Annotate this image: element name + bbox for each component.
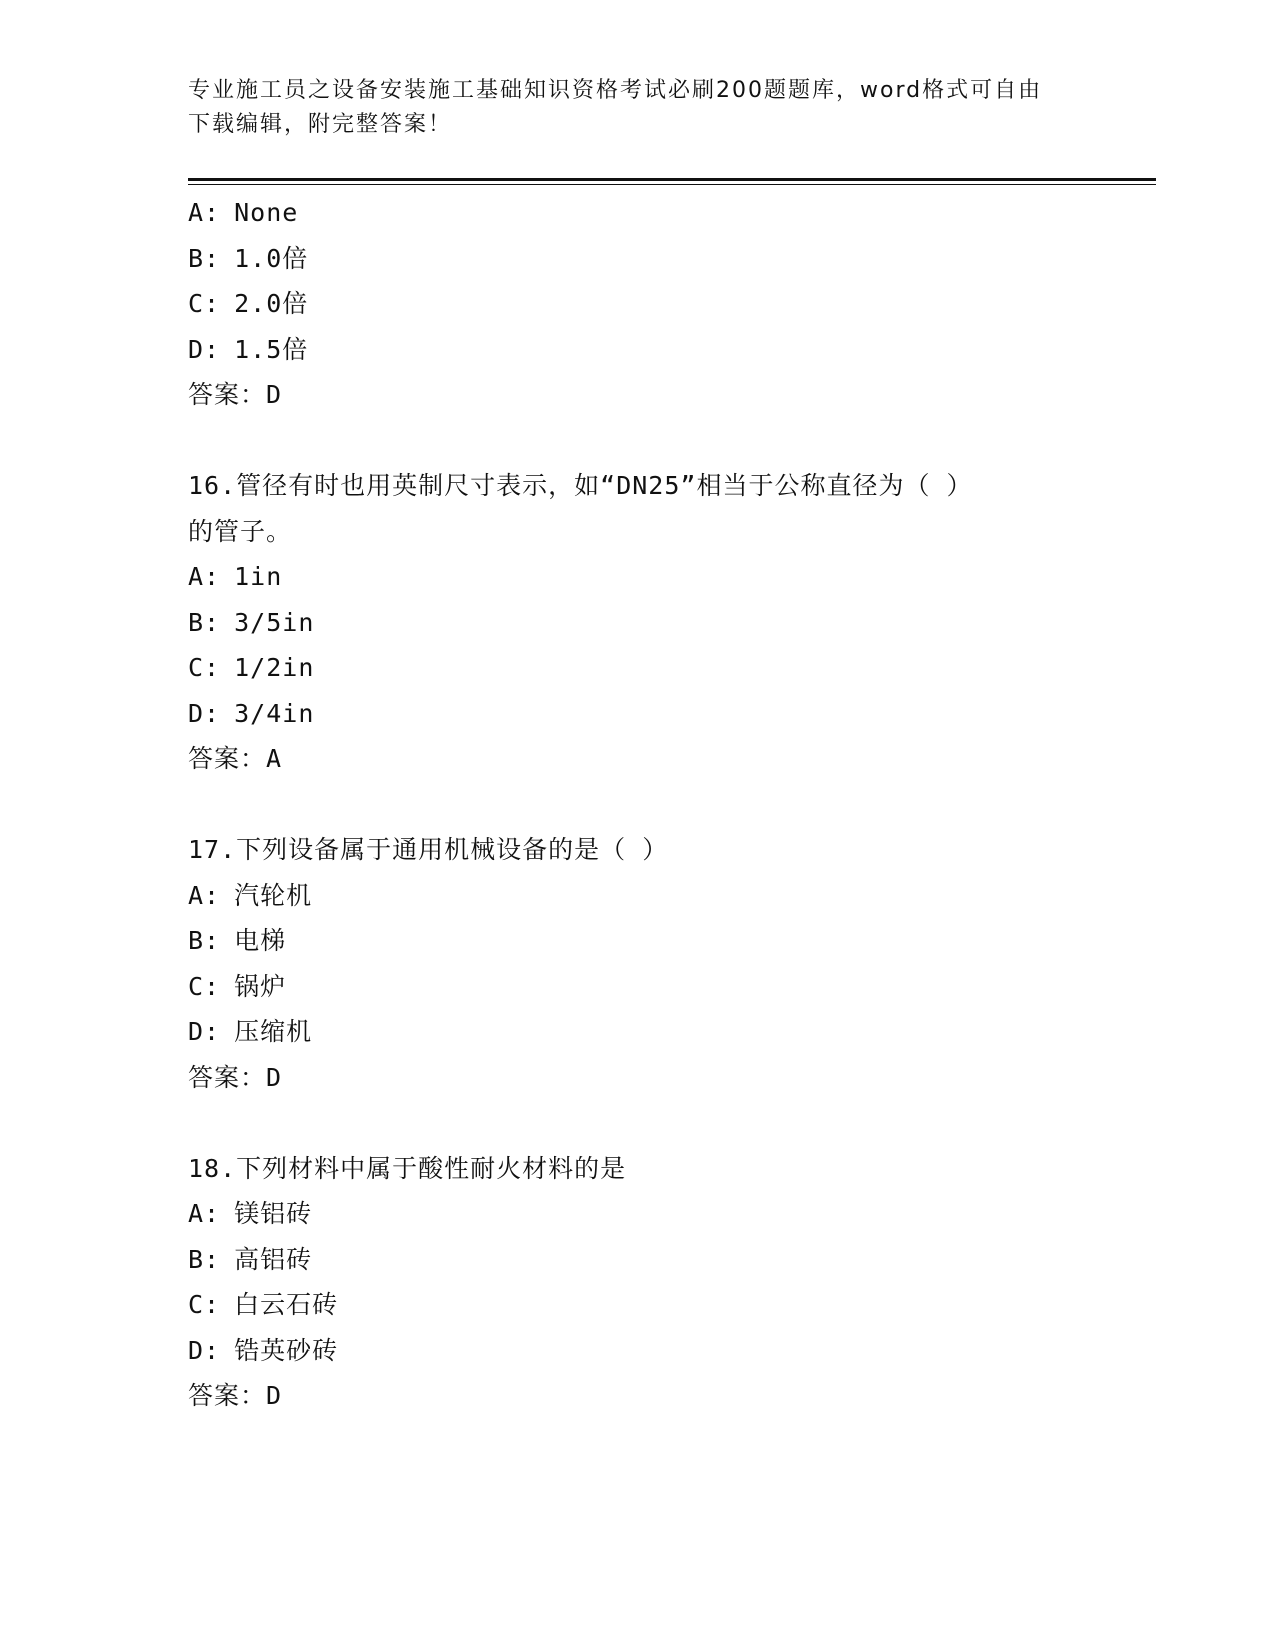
option-b	[188, 236, 1138, 282]
option-text: 2.0倍	[234, 289, 309, 318]
option-letter: B:	[188, 926, 221, 955]
option-letter: D:	[188, 334, 221, 364]
option-b	[188, 1237, 1138, 1283]
header-rule-thick	[188, 178, 1156, 181]
option-letter: A:	[188, 562, 221, 591]
option-letter: D:	[188, 698, 221, 728]
option-b	[188, 600, 1138, 646]
answer-value: D	[266, 1062, 283, 1092]
answer-value: D	[266, 1381, 283, 1410]
question-block-prev	[188, 190, 1138, 418]
spacer	[188, 418, 1138, 464]
question-text-line-1: 管径有时也用英制尺寸表示，如“DN25”相当于公称直径为（ ）	[236, 471, 973, 500]
spacer	[188, 1100, 1138, 1146]
option-letter: A:	[188, 1199, 221, 1228]
answer-label: 答案：	[188, 744, 267, 773]
option-d	[188, 691, 1138, 737]
option-letter: A:	[188, 880, 221, 910]
option-text: None	[234, 198, 299, 227]
option-letter: B:	[188, 607, 221, 637]
option-text: 镁铝砖	[234, 1199, 313, 1228]
option-c	[188, 281, 1138, 327]
option-letter: C:	[188, 289, 221, 318]
answer-line	[188, 372, 1138, 418]
option-text: 汽轮机	[234, 880, 313, 910]
option-c	[188, 1282, 1138, 1328]
option-text: 1/2in	[234, 653, 315, 682]
answer-line	[188, 736, 1138, 782]
document-header	[188, 74, 1088, 142]
option-c	[188, 964, 1138, 1010]
header-line-2: 下载编辑，附完整答案！	[188, 112, 453, 137]
option-text: 电梯	[234, 926, 287, 955]
question-text	[188, 827, 1138, 873]
option-letter: B:	[188, 243, 221, 273]
answer-line	[188, 1373, 1138, 1419]
option-letter: C:	[188, 1290, 221, 1319]
option-a	[188, 190, 1138, 236]
header-line-1: 专业施工员之设备安装施工基础知识资格考试必刷200题题库，word格式可自由	[188, 78, 1043, 103]
question-text	[188, 463, 1138, 509]
question-text-line-2: 的管子。	[188, 516, 293, 546]
option-a	[188, 554, 1138, 600]
option-text: 1.5倍	[234, 334, 309, 364]
option-text: 锅炉	[234, 971, 287, 1001]
option-letter: B:	[188, 1244, 221, 1274]
answer-value: A	[266, 744, 283, 773]
option-text: 1.0倍	[234, 243, 309, 273]
question-number: 17.	[188, 835, 237, 864]
option-d	[188, 1328, 1138, 1374]
question-text	[188, 1146, 1138, 1192]
question-block-18	[188, 1146, 1138, 1419]
option-text: 锆英砂砖	[234, 1335, 339, 1365]
option-letter: C:	[188, 971, 221, 1001]
question-text-line-1: 下列设备属于通用机械设备的是（ ）	[236, 835, 669, 864]
question-text-continued	[188, 509, 1138, 555]
option-c	[188, 645, 1138, 691]
header-rule-thin	[188, 184, 1156, 185]
option-letter: D:	[188, 1335, 221, 1365]
option-a	[188, 1191, 1138, 1237]
answer-label: 答案：	[188, 380, 267, 409]
option-letter: A:	[188, 198, 221, 227]
option-text: 3/5in	[234, 607, 315, 637]
option-text: 1in	[234, 562, 283, 591]
answer-value: D	[266, 380, 283, 409]
option-text: 高铝砖	[234, 1244, 313, 1274]
question-number: 18.	[188, 1153, 237, 1183]
question-number: 16.	[188, 471, 237, 500]
answer-label: 答案：	[188, 1381, 267, 1410]
option-text: 3/4in	[234, 698, 315, 728]
answer-label: 答案：	[188, 1062, 267, 1092]
option-text: 压缩机	[234, 1017, 313, 1046]
option-letter: C:	[188, 653, 221, 682]
question-text-line-1: 下列材料中属于酸性耐火材料的是	[236, 1153, 627, 1183]
question-block-17	[188, 827, 1138, 1100]
question-list	[188, 190, 1138, 1419]
option-b	[188, 918, 1138, 964]
option-text: 白云石砖	[234, 1290, 339, 1319]
answer-line	[188, 1055, 1138, 1101]
option-d	[188, 1009, 1138, 1055]
question-block-16	[188, 463, 1138, 782]
option-d	[188, 327, 1138, 373]
spacer	[188, 782, 1138, 828]
option-a	[188, 873, 1138, 919]
option-letter: D:	[188, 1017, 221, 1046]
